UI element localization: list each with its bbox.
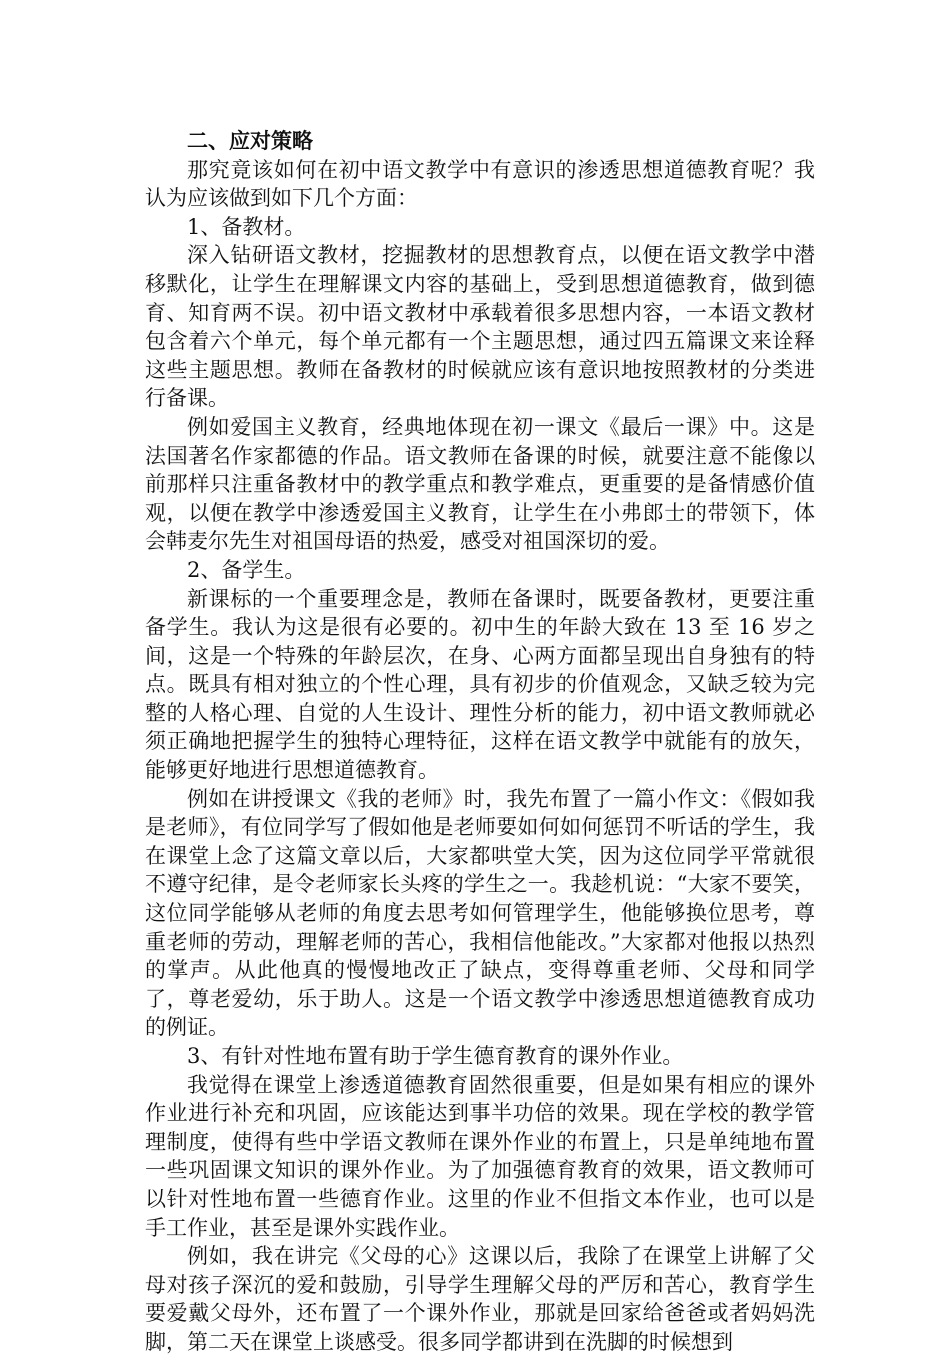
section-heading: 二、应对策略 [187,128,313,153]
paragraph-textbook-study: 深入钻研语文教材，挖掘教材的思想教育点，以便在语文教学中潜移默化，让学生在理解课文内容的基础上，受到思想道德教育，做到德育、知育两不误。初中语文教材中承载着很多思想内容，一本语文教材包含着六个单元，每个单元都有一个主题思想，通过四五篇课文来诠释这些主题思想。教师在备教材的时候就应该有意识地按照教材的分类进行备课。 [145,243,815,411]
intro-paragraph: 那究竟该如何在初中语文教学中有意识的渗透思想道德教育呢？我认为应该做到如下几个方面： [145,157,815,211]
paragraph-parents-heart-example: 例如，我在讲完《父母的心》这课以后，我除了在课堂上讲解了父母对孩子深沉的爱和鼓励，引导学生理解父母的严厉和苦心，教育学生要爱戴父母外，还布置了一个课外作业，那就是回家给爸爸或者妈妈洗脚，第二天在课堂上谈感受。很多同学都讲到在洗脚的时候想到 [145,1244,815,1354]
subheading-prepare-textbook: 1、备教材。 [187,214,306,239]
subheading-prepare-students: 2、备学生。 [187,557,306,582]
paragraph-my-teacher-example: 例如在讲授课文《我的老师》时，我先布置了一篇小作文：《假如我是老师》，有位同学写了假如他是老师要如何如何惩罚不听话的学生，我在课堂上念了这篇文章以后，大家都哄堂大笑，因为这位同学平常就很不遵守纪律，是令老师家长头疼的学生之一。我趁机说：“大家不要笑，这位同学能够从老师的角度去思考如何管理学生，他能够换位思考，尊重老师的劳动，理解老师的苦心，我相信他能改。”大家都对他报以热烈的掌声。从此他真的慢慢地改正了缺点，变得尊重老师、父母和同学了，尊老爱幼，乐于助人。这是一个语文教学中渗透思想道德教育成功的例证。 [145,786,815,1040]
subheading-homework: 3、有针对性地布置有助于学生德育教育的课外作业。 [187,1044,684,1068]
paragraph-patriotism-example: 例如爱国主义教育，经典地体现在初一课文《最后一课》中。这是法国著名作家都德的作品。语文教师在备课的时候，就要注意不能像以前那样只注重备教材中的教学重点和教学难点，更重要的是备情感价值观，以便在教学中渗透爱国主义教育，让学生在小弗郎士的带领下，体会韩麦尔先生对祖国母语的热爱，感受对祖国深切的爱。 [145,414,815,554]
paragraph-student-psychology: 新课标的一个重要理念是，教师在备课时，既要备教材，更要注重备学生。我认为这是很有必要的。初中生的年龄大致在 13 至 16 岁之间，这是一个特殊的年龄层次，在身、心两方面都呈现出自身独有的特点。既具有相对独立的个性心理，具有初步的价值观念，又缺乏较为完整的人格心理、自觉的人生设计、理性分析的能力，初中语文教师就必须正确地把握学生的独特心理特征，这样在语文教学中就能有的放矢，能够更好地进行思想道德教育。 [145,586,815,783]
document-page [145,127,815,1357]
paragraph-homework-importance: 我觉得在课堂上渗透道德教育固然很重要，但是如果有相应的课外作业进行补充和巩固，应该能达到事半功倍的效果。现在学校的教学管理制度，使得有些中学语文教师在课外作业的布置上，只是单纯地布置一些巩固课文知识的课外作业。为了加强德育教育的效果，语文教师可以针对性地布置一些德育作业。这里的作业不但指文本作业，也可以是手工作业，甚至是课外实践作业。 [145,1072,815,1240]
